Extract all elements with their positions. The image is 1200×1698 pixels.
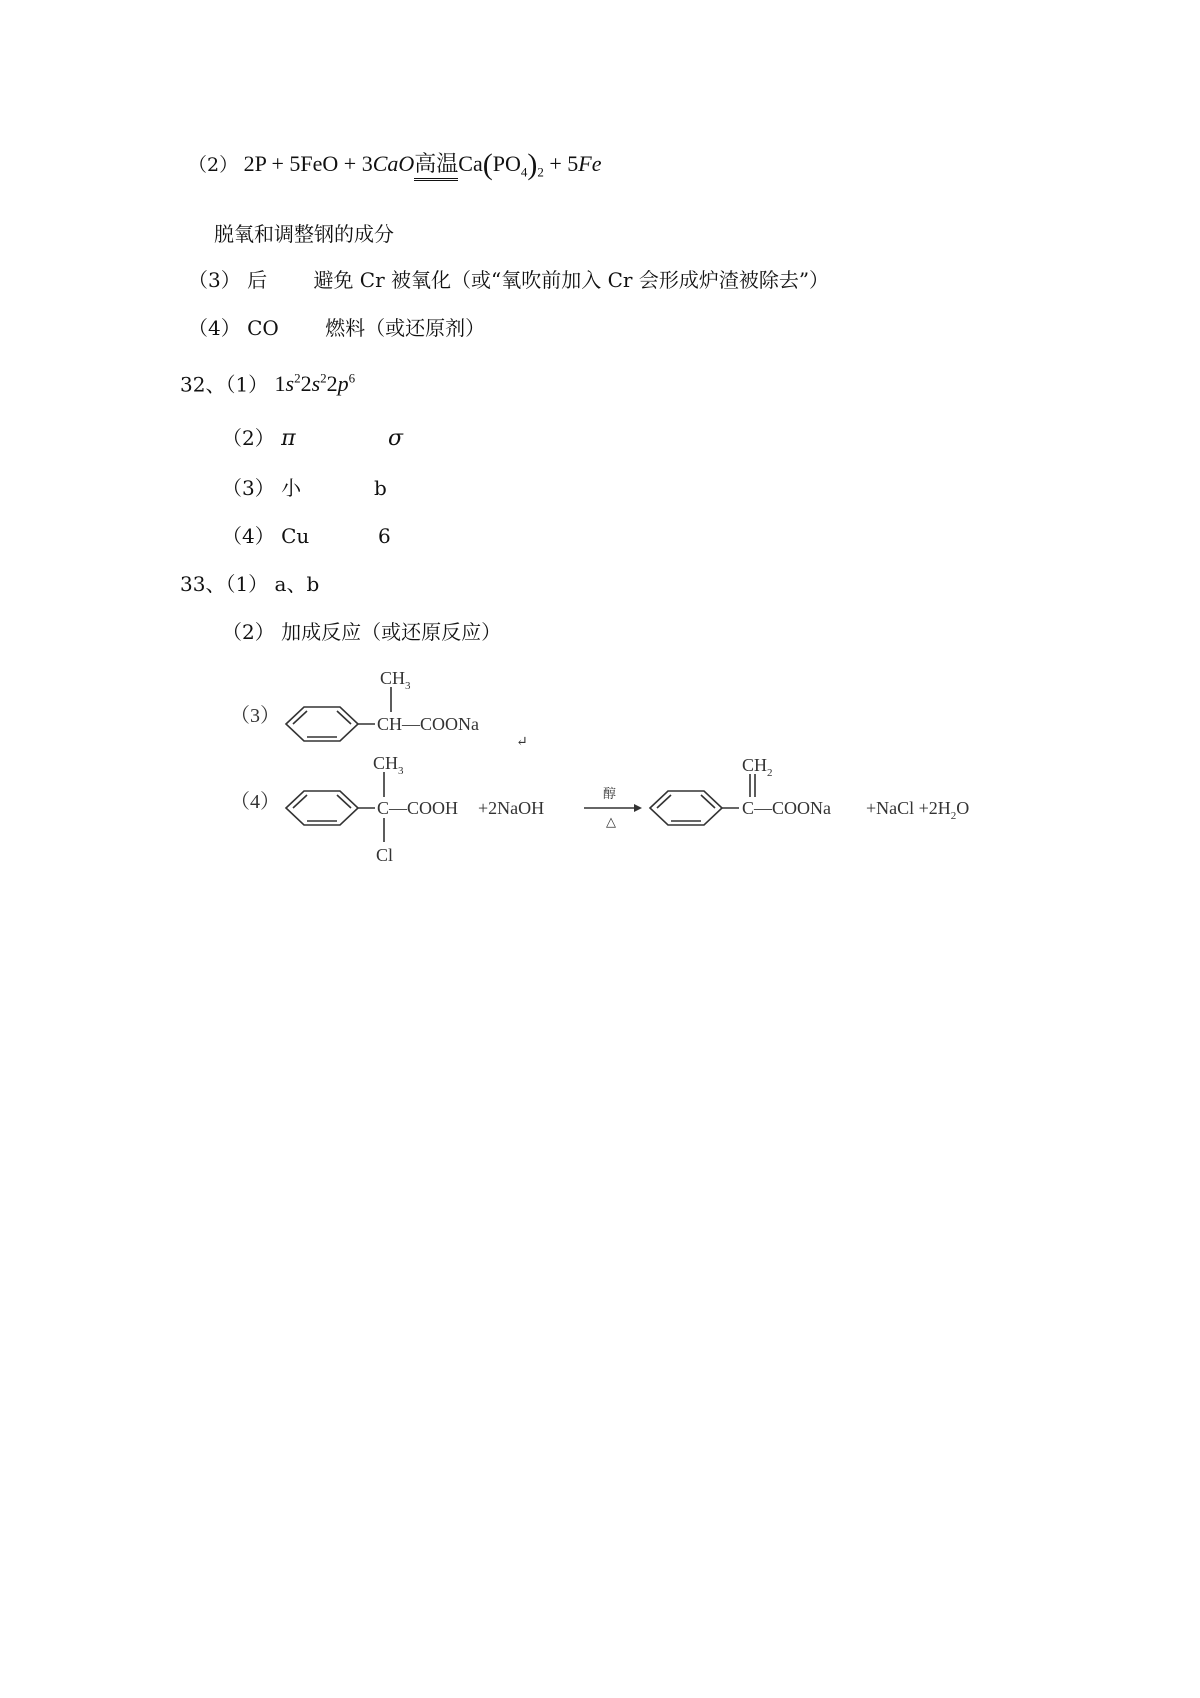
q31-equation-line: （2） 2P + 5FeO + 3CaO高温$Ca(PO_4)_2 + 5Fe$	[188, 148, 602, 181]
equation-product-ca: Ca	[458, 151, 483, 176]
p4-chlorine: Cl	[376, 845, 394, 865]
p4-product-chain: C—COONa	[742, 798, 831, 818]
sigma-symbol: σ	[388, 426, 404, 451]
equation-reactants: 2P + 5FeO + 3	[243, 151, 373, 176]
equation-po: PO	[492, 151, 521, 176]
arrow-head	[634, 804, 642, 812]
pi-symbol: π	[281, 426, 296, 451]
benzene-ring-p4-product	[650, 791, 722, 825]
q33-p3-number: （3）	[230, 705, 280, 727]
equation-plus: + 5	[543, 151, 579, 176]
q32-label: 32、（1）	[180, 372, 269, 397]
q32-p3-number: （3）	[222, 476, 275, 500]
q31-p2-number: （2）	[188, 154, 239, 176]
q31-p4-answer-b: 燃料（或还原剂）	[325, 316, 486, 340]
q32-p4-answer-a: Cu	[281, 524, 310, 548]
benzene-ring-p4-reactant	[286, 791, 358, 825]
q32-p4-number: （4）	[222, 524, 275, 548]
q31-p3-answer-b: 避免 Cr 被氧化（或“氧吹前加入 Cr 会形成炉渣被除去”）	[313, 268, 830, 292]
p4-reagent: +2NaOH	[478, 798, 545, 818]
p4-byproducts: +NaCl $+2H_2O$	[866, 798, 970, 822]
q31-p4-answer-a: CO	[247, 316, 279, 340]
q33-p1-answer: a、b	[274, 572, 320, 596]
equation-sub4: 4	[520, 164, 528, 180]
p3-chain: CH—COONa	[377, 714, 479, 734]
q31-p3-number: （3）	[188, 268, 241, 292]
q33-label: 33、（1）	[180, 572, 269, 596]
p4-chain: C—COOH	[377, 798, 459, 818]
q31-p2-text: 脱氧和调整钢的成分	[214, 222, 394, 246]
arrow-condition-bottom: △	[606, 814, 616, 829]
electron-configuration: $1s^22s^22p^6$	[274, 371, 356, 397]
q32-p4-answer-b: 6	[378, 524, 391, 548]
q33-p2-number: （2）	[222, 620, 275, 644]
q33-p4-number: （4）	[230, 791, 280, 813]
q33-p2-answer: 加成反应（或还原反应）	[281, 620, 502, 644]
q31-p4-number: （4）	[188, 316, 241, 340]
equation-fe: Fe	[578, 151, 602, 176]
equation-condition: 高温	[414, 152, 458, 181]
q31-p3-answer-a: 后	[247, 268, 268, 292]
p3-methyl: $CH_3$	[380, 668, 411, 692]
paragraph-mark: ↵	[516, 735, 528, 750]
benzene-ring-p3	[286, 707, 358, 741]
equation-cao: CaO	[372, 151, 415, 176]
q32-p3-answer-b: b	[374, 476, 387, 500]
equation-sub2: 2	[537, 164, 544, 180]
p4-product-methylene: $CH_2$	[742, 755, 773, 779]
arrow-condition-top: 醇	[603, 786, 617, 801]
q32-p3-answer-a: 小	[281, 476, 302, 500]
p4-methyl: $CH_3$	[373, 753, 404, 777]
q32-p2-number: （2）	[222, 426, 275, 450]
